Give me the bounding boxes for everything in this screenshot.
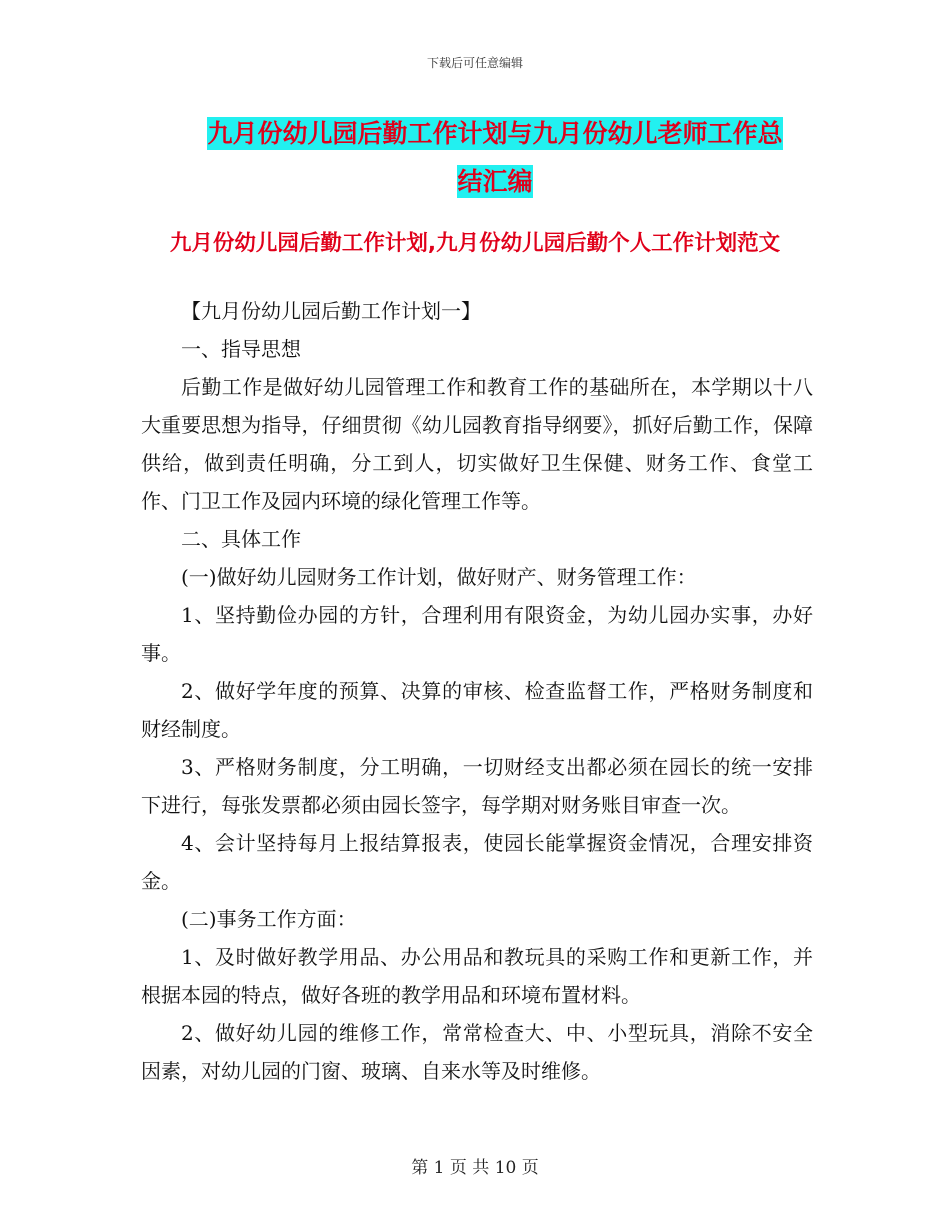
page-footer: 第 1 页 共 10 页: [411, 1158, 539, 1178]
body-paragraph: (一)做好幼儿园财务工作计划，做好财产、财务管理工作：: [181, 565, 697, 589]
section-heading: 【九月份幼儿园后勤工作计划一】: [181, 299, 481, 323]
document-title: [120, 110, 870, 206]
document-body: [141, 292, 813, 1090]
title-line-2: 结汇编: [457, 167, 533, 196]
title-line-1: 九月份幼儿园后勤工作计划与九月份幼儿老师工作总: [207, 119, 783, 148]
body-paragraph: 2、做好幼儿园的维修工作，常常检查大、中、小型玩具，消除不安全因素，对幼儿园的门窗、玻璃、自来水等及时维修。: [141, 1021, 813, 1083]
body-paragraph: 后勤工作是做好幼儿园管理工作和教育工作的基础所在，本学期以十八大重要思想为指导，仔细贯彻《幼儿园教育指导纲要》，抓好后勤工作，保障供给，做到责任明确，分工到人，切实做好卫生保健、财务工作、食堂工作、门卫工作及园内环境的绿化管理工作等。: [141, 375, 813, 513]
body-paragraph: 3、严格财务制度，分工明确，一切财经支出都必须在园长的统一安排下进行，每张发票都必须由园长签字，每学期对财务账目审查一次。: [141, 755, 813, 817]
body-paragraph: 2、做好学年度的预算、决算的审核、检查监督工作，严格财务制度和财经制度。: [141, 679, 813, 741]
body-paragraph: 1、及时做好教学用品、办公用品和教玩具的采购工作和更新工作，并根据本园的特点，做好各班的教学用品和环境布置材料。: [141, 945, 813, 1007]
body-paragraph: 4、会计坚持每月上报结算报表，使园长能掌握资金情况，合理安排资金。: [141, 831, 813, 893]
document-subtitle: 九月份幼儿园后勤工作计划,九月份幼儿园后勤个人工作计划范文: [169, 231, 781, 256]
body-paragraph: (二)事务工作方面：: [181, 907, 357, 931]
section-heading: 一、指导思想: [181, 337, 301, 361]
header-note: 下载后可任意编辑: [426, 56, 523, 70]
section-heading: 二、具体工作: [181, 527, 301, 551]
body-paragraph: 1、坚持勤俭办园的方针，合理利用有限资金，为幼儿园办实事，办好事。: [141, 603, 813, 665]
